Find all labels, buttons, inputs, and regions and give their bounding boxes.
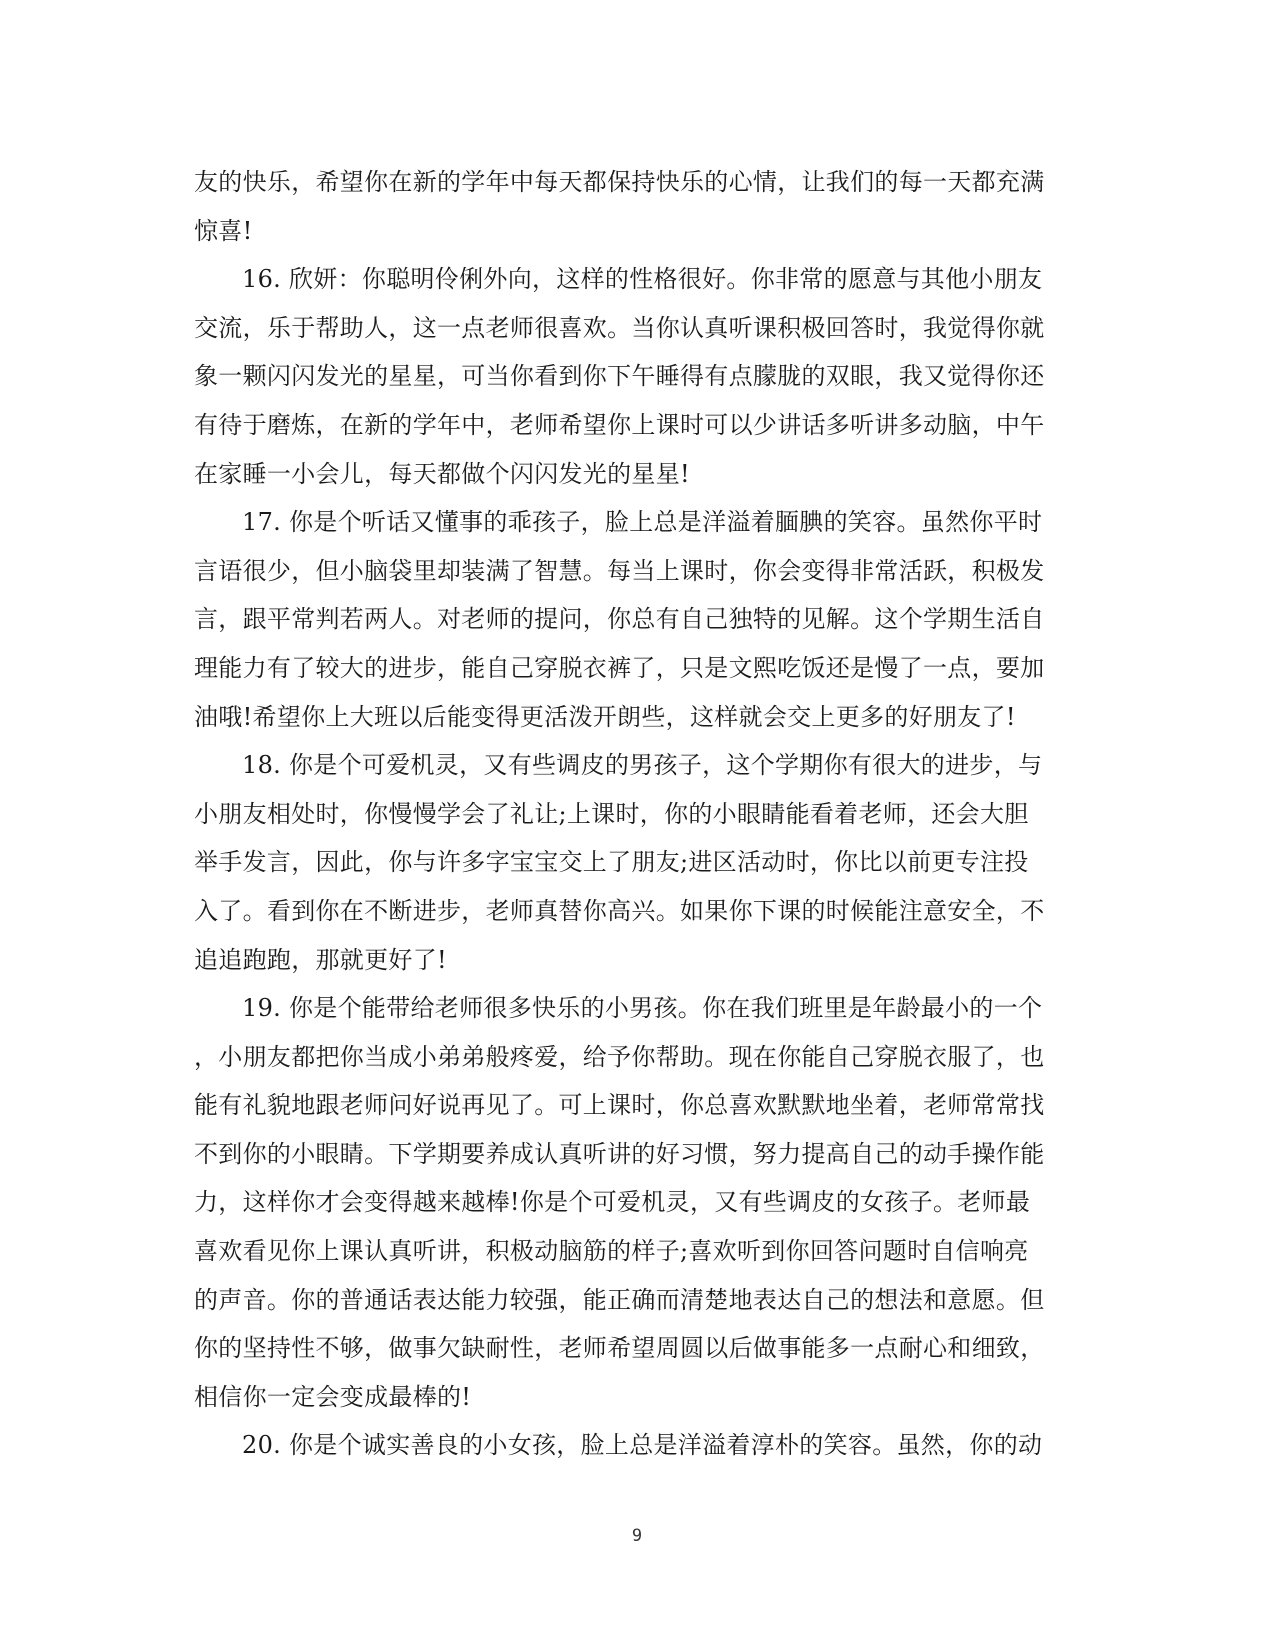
text-line: 有待于磨炼，在新的学年中，老师希望你上课时可以少讲话多听讲多动脑，中午: [194, 410, 1045, 439]
text-line: 你的坚持性不够，做事欠缺耐性，老师希望周圆以后做事能多一点耐心和细致，: [194, 1334, 1045, 1363]
text-line: 追追跑跑，那就更好了!: [194, 945, 447, 974]
text-line: 喜欢看见你上课认真听讲，积极动脑筋的样子;喜欢听到你回答问题时自信响亮: [194, 1237, 1029, 1266]
paragraph-start-17: 17. 你是个听话又懂事的乖孩子，脸上总是洋溢着腼腆的笑容。虽然你平时: [242, 508, 1043, 537]
text-line: 交流，乐于帮助人，这一点老师很喜欢。当你认真听课积极回答时，我觉得你就: [194, 313, 1045, 342]
text-line: 言语很少，但小脑袋里却装满了智慧。每当上课时，你会变得非常活跃，积极发: [194, 556, 1045, 585]
text-line: ，小朋友都把你当成小弟弟般疼爱，给予你帮助。现在你能自己穿脱衣服了，也: [194, 1042, 1045, 1071]
text-line: 的声音。你的普通话表达能力较强，能正确而清楚地表达自己的想法和意愿。但: [194, 1285, 1045, 1314]
text-line: 理能力有了较大的进步，能自己穿脱衣裤了，只是文熙吃饭还是慢了一点，要加: [194, 653, 1045, 682]
text-line: 在家睡一小会儿，每天都做个闪闪发光的星星!: [194, 459, 690, 488]
text-line: 小朋友相处时，你慢慢学会了礼让;上课时，你的小眼睛能看着老师，还会大胆: [194, 799, 1029, 828]
paragraph-start-18: 18. 你是个可爱机灵，又有些调皮的男孩子，这个学期你有很大的进步，与: [242, 751, 1043, 780]
paragraph-start-16: 16. 欣妍：你聪明伶俐外向，这样的性格很好。你非常的愿意与其他小朋友: [242, 265, 1043, 294]
body-text: [194, 158, 1075, 1470]
text-line: 言，跟平常判若两人。对老师的提问，你总有自己独特的见解。这个学期生活自: [194, 605, 1045, 634]
text-line: 不到你的小眼睛。下学期要养成认真听讲的好习惯，努力提高自己的动手操作能: [194, 1139, 1045, 1168]
paragraph-start-19: 19. 你是个能带给老师很多快乐的小男孩。你在我们班里是年龄最小的一个: [242, 994, 1043, 1023]
page-number: 9: [631, 1526, 643, 1546]
text-line: 惊喜!: [194, 216, 253, 245]
text-line: 象一颗闪闪发光的星星，可当你看到你下午睡得有点朦胧的双眼，我又觉得你还: [194, 362, 1045, 391]
text-line: 举手发言，因此，你与许多字宝宝交上了朋友;进区活动时，你比以前更专注投: [194, 848, 1029, 877]
paragraph-start-20: 20. 你是个诚实善良的小女孩，脸上总是洋溢着淳朴的笑容。虽然，你的动: [242, 1431, 1043, 1460]
text-line: 相信你一定会变成最棒的!: [194, 1382, 472, 1411]
text-line: 力，这样你才会变得越来越棒!你是个可爱机灵，又有些调皮的女孩子。老师最: [194, 1188, 1031, 1217]
text-line: 友的快乐，希望你在新的学年中每天都保持快乐的心情，让我们的每一天都充满: [194, 168, 1045, 196]
text-line: 入了。看到你在不断进步，老师真替你高兴。如果你下课的时候能注意安全，不: [194, 896, 1045, 925]
text-line: 油哦!希望你上大班以后能变得更活泼开朗些，这样就会交上更多的好朋友了!: [194, 702, 1016, 731]
text-line: 能有礼貌地跟老师问好说再见了。可上课时，你总喜欢默默地坐着，老师常常找: [194, 1091, 1045, 1120]
